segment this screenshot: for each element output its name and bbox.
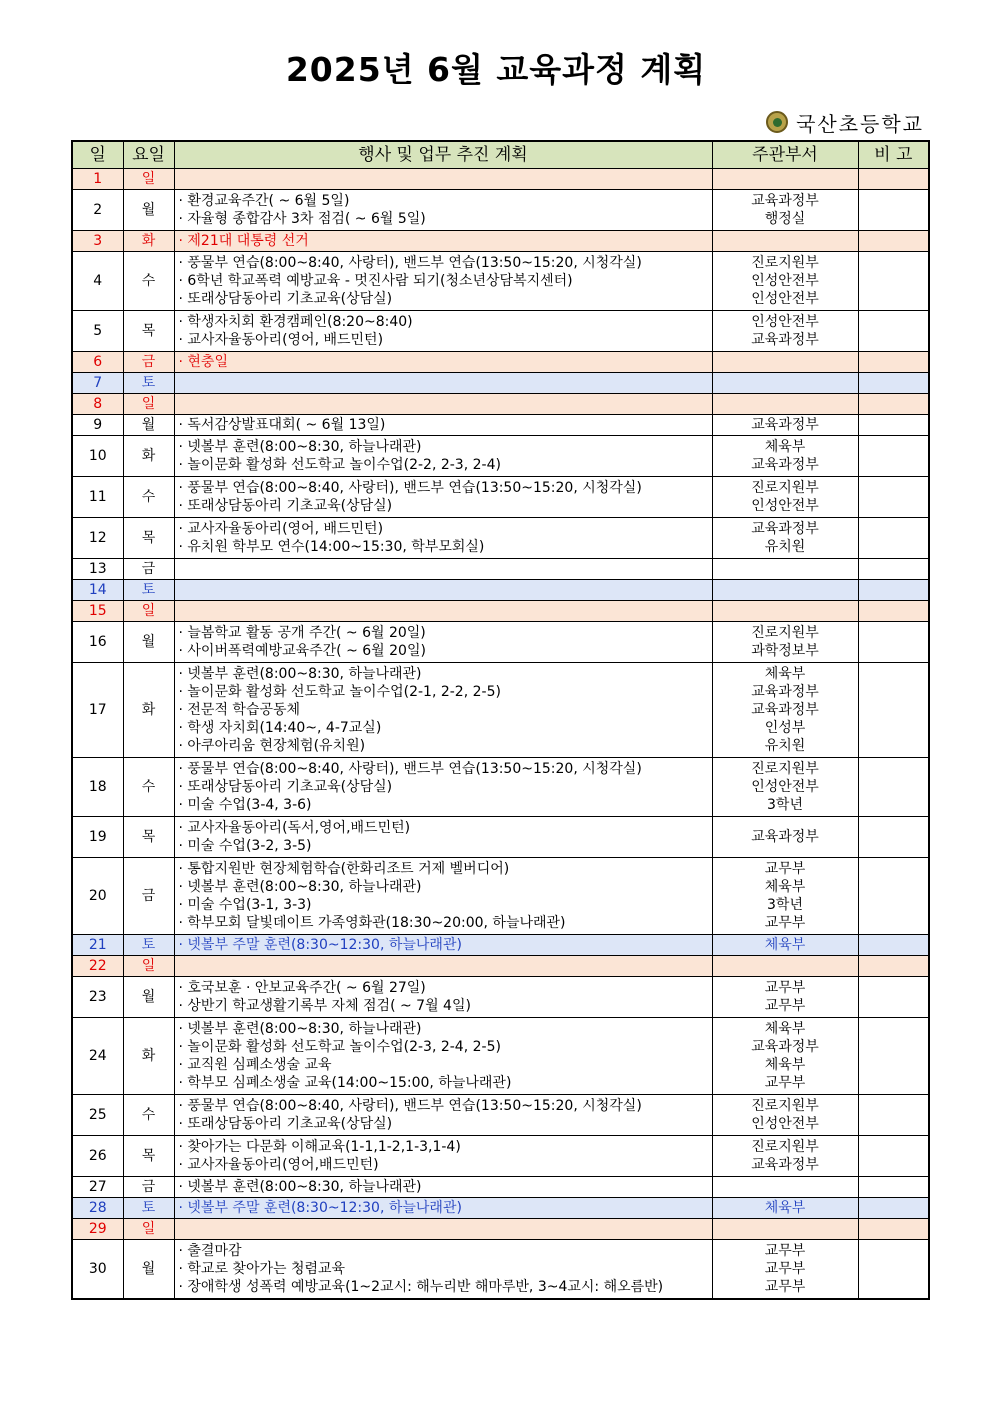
header-note: 비 고 [858,141,929,169]
events-cell [174,252,712,311]
events-cell [174,1240,712,1300]
event-line: · 넷볼부 훈련(8:00~8:30, 하늘나래관) [178,1179,422,1195]
dept-line: 진로지원부 [751,480,819,496]
note-cell [858,415,929,436]
note-cell [858,1219,929,1240]
day-cell: 16 [72,622,123,663]
events-cell [174,1219,712,1240]
event-line: · 넷볼부 훈련(8:00~8:30, 하늘나래관) [178,879,422,895]
weekday-cell: 화 [123,1018,174,1095]
weekday-cell: 금 [123,1177,174,1198]
page-title: 2025년 6월 교육과정 계획 [285,50,707,89]
dept-line: 진로지원부 [751,761,819,777]
dept-line: 체육부 [764,1200,806,1216]
dept-line: 교무부 [764,861,806,877]
event-line: · 제21대 대통령 선거 [178,233,309,249]
weekday-cell: 화 [123,231,174,252]
weekday-cell: 일 [123,956,174,977]
table-row [72,169,929,190]
event-line: · 아쿠아리움 현장체험(유치원) [178,738,366,754]
table-row [72,1219,929,1240]
event-line: · 전문적 학습공동체 [178,702,301,718]
note-cell [858,1136,929,1177]
day-cell: 19 [72,817,123,858]
table-row [72,231,929,252]
event-line: · 또래상담동아리 기초교육(상담실) [178,1116,393,1132]
event-line: · 학교로 찾아가는 청렴교육 [178,1261,346,1277]
weekday-cell: 월 [123,622,174,663]
dept-line: 인성안전부 [751,291,819,307]
event-line: · 풍물부 연습(8:00~8:40, 사랑터), 밴드부 연습(13:50~15:20, 시청각실) [178,1098,642,1114]
note-cell [858,1095,929,1136]
weekday-cell: 일 [123,601,174,622]
dept-cell [712,601,858,622]
weekday-cell: 목 [123,817,174,858]
note-cell [858,601,929,622]
schedule-table [71,140,930,1300]
header-row [72,141,929,169]
table-row [72,190,929,231]
table-row [72,601,929,622]
day-cell: 28 [72,1198,123,1219]
dept-cell [712,1198,858,1219]
day-cell: 6 [72,352,123,373]
event-line: · 환경교육주간( ~ 6월 5일) [178,193,350,209]
dept-cell [712,1240,858,1300]
dept-cell [712,817,858,858]
day-cell: 3 [72,231,123,252]
event-line: · 미술 수업(3-2, 3-5) [178,838,312,854]
weekday-cell: 금 [123,352,174,373]
events-cell [174,373,712,394]
events-cell [174,1198,712,1219]
note-cell [858,1018,929,1095]
weekday-cell: 수 [123,758,174,817]
table-row [72,252,929,311]
events-cell [174,518,712,559]
event-line: · 유치원 학부모 연수(14:00~15:30, 학부모회실) [178,539,485,555]
table-row [72,935,929,956]
day-cell: 1 [72,169,123,190]
events-cell [174,477,712,518]
dept-line: 교무부 [764,1075,806,1091]
note-cell [858,352,929,373]
day-cell: 15 [72,601,123,622]
note-cell [858,663,929,758]
note-cell [858,956,929,977]
event-line: · 호국보훈 · 안보교육주간( ~ 6월 27일) [178,980,426,996]
dept-line: 인성안전부 [751,273,819,289]
event-line: · 또래상담동아리 기초교육(상담실) [178,498,393,514]
event-line: · 넷볼부 훈련(8:00~8:30, 하늘나래관) [178,1021,422,1037]
dept-cell [712,858,858,935]
day-cell: 18 [72,758,123,817]
dept-cell [712,663,858,758]
event-line: · 넷볼부 훈련(8:00~8:30, 하늘나래관) [178,666,422,682]
events-cell [174,1177,712,1198]
table-row [72,518,929,559]
note-cell [858,1177,929,1198]
note-cell [858,169,929,190]
event-line: · 학생자치회 환경캠페인(8:20~8:40) [178,314,413,330]
dept-line: 인성안전부 [751,498,819,514]
events-cell [174,817,712,858]
day-cell: 2 [72,190,123,231]
events-cell [174,580,712,601]
events-cell [174,231,712,252]
dept-cell [712,956,858,977]
dept-line: 교무부 [764,1279,806,1295]
event-line: · 넷볼부 주말 훈련(8:30~12:30, 하늘나래관) [178,937,462,953]
dept-line: 교무부 [764,998,806,1014]
dept-line: 과학정보부 [751,643,819,659]
dept-line: 유치원 [764,539,806,555]
dept-cell [712,190,858,231]
weekday-cell: 수 [123,1095,174,1136]
event-line: · 넷볼부 훈련(8:00~8:30, 하늘나래관) [178,439,422,455]
day-cell: 9 [72,415,123,436]
weekday-cell: 목 [123,311,174,352]
dept-line: 교무부 [764,915,806,931]
dept-line: 교육과정부 [751,332,819,348]
dept-line: 체육부 [764,1057,806,1073]
note-cell [858,190,929,231]
dept-cell [712,1136,858,1177]
events-cell [174,977,712,1018]
weekday-cell: 일 [123,394,174,415]
events-cell [174,394,712,415]
event-line: · 사이버폭력예방교육주간( ~ 6월 20일) [178,643,426,659]
day-cell: 27 [72,1177,123,1198]
dept-line: 진로지원부 [751,625,819,641]
day-cell: 29 [72,1219,123,1240]
dept-cell [712,1177,858,1198]
day-cell: 7 [72,373,123,394]
events-cell [174,352,712,373]
events-cell [174,190,712,231]
dept-cell [712,580,858,601]
dept-cell [712,518,858,559]
event-line: · 풍물부 연습(8:00~8:40, 사랑터), 밴드부 연습(13:50~15:20, 시청각실) [178,255,642,271]
dept-line: 교육과정부 [751,193,819,209]
dept-line: 교무부 [764,1243,806,1259]
event-line: · 교사자율동아리(영어, 배드민턴) [178,332,384,348]
event-line: · 학생 자치회(14:40~, 4-7교실) [178,720,382,736]
day-cell: 21 [72,935,123,956]
table-row [72,477,929,518]
table-row [72,977,929,1018]
dept-line: 진로지원부 [751,1139,819,1155]
events-cell [174,1136,712,1177]
event-line: · 현충일 [178,354,228,370]
table-row [72,1018,929,1095]
event-line: · 교사자율동아리(독서,영어,배드민턴) [178,820,411,836]
dept-cell [712,415,858,436]
dept-cell [712,1018,858,1095]
event-line: · 찾아가는 다문화 이해교육(1-1,1-2,1-3,1-4) [178,1139,461,1155]
weekday-cell: 수 [123,477,174,518]
table-row [72,622,929,663]
table-row [72,758,929,817]
table-row [72,1136,929,1177]
note-cell [858,311,929,352]
day-cell: 24 [72,1018,123,1095]
dept-line: 3학년 [767,897,803,913]
dept-line: 진로지원부 [751,1098,819,1114]
dept-cell [712,352,858,373]
dept-line: 교무부 [764,1261,806,1277]
note-cell [858,935,929,956]
note-cell [858,394,929,415]
header-events: 행사 및 업무 추진 계획 [174,141,712,169]
event-line: · 놀이문화 활성화 선도학교 놀이수업(2-2, 2-3, 2-4) [178,457,501,473]
day-cell: 12 [72,518,123,559]
event-line: · 장애학생 성폭력 예방교육(1~2교시: 해누리반 해마루반, 3~4교시: 해오름반) [178,1279,664,1295]
weekday-cell: 토 [123,373,174,394]
day-cell: 23 [72,977,123,1018]
table-row [72,663,929,758]
events-cell [174,758,712,817]
event-line: · 자율형 종합감사 3차 점검( ~ 6월 5일) [178,211,426,227]
note-cell [858,622,929,663]
event-line: · 통합지원반 현장체험학습(한화리조트 거제 벨버디어) [178,861,510,877]
event-line: · 놀이문화 활성화 선도학교 놀이수업(2-3, 2-4, 2-5) [178,1039,501,1055]
event-line: · 학부모회 달빛데이트 가족영화관(18:30~20:00, 하늘나래관) [178,915,566,931]
day-cell: 25 [72,1095,123,1136]
dept-cell [712,1095,858,1136]
weekday-cell: 금 [123,858,174,935]
header-day: 일 [72,141,123,169]
dept-cell [712,977,858,1018]
dept-line: 교육과정부 [751,417,819,433]
event-line: · 또래상담동아리 기초교육(상담실) [178,291,393,307]
table-row [72,394,929,415]
weekday-cell: 목 [123,1136,174,1177]
note-cell [858,559,929,580]
header-weekday: 요일 [123,141,174,169]
events-cell [174,1018,712,1095]
events-cell [174,956,712,977]
event-line: · 교직원 심폐소생술 교육 [178,1057,332,1073]
table-row [72,1095,929,1136]
dept-cell [712,436,858,477]
note-cell [858,817,929,858]
event-line: · 또래상담동아리 기초교육(상담실) [178,779,393,795]
schedule-body [72,169,929,1300]
dept-line: 인성안전부 [751,779,819,795]
event-line: · 미술 수업(3-4, 3-6) [178,797,312,813]
dept-cell [712,252,858,311]
dept-line: 인성부 [764,720,806,736]
dept-line: 교육과정부 [751,684,819,700]
dept-cell [712,622,858,663]
dept-cell [712,559,858,580]
dept-cell [712,477,858,518]
weekday-cell: 토 [123,1198,174,1219]
events-cell [174,311,712,352]
weekday-cell: 금 [123,559,174,580]
event-line: · 놀이문화 활성화 선도학교 놀이수업(2-1, 2-2, 2-5) [178,684,501,700]
table-row [72,580,929,601]
note-cell [858,477,929,518]
note-cell [858,231,929,252]
table-row [72,1198,929,1219]
events-cell [174,935,712,956]
note-cell [858,758,929,817]
table-row [72,817,929,858]
events-cell [174,858,712,935]
dept-line: 유치원 [764,738,806,754]
day-cell: 30 [72,1240,123,1300]
dept-line: 체육부 [764,937,806,953]
table-row [72,373,929,394]
note-cell [858,252,929,311]
events-cell [174,601,712,622]
note-cell [858,977,929,1018]
dept-cell [712,231,858,252]
weekday-cell: 월 [123,977,174,1018]
note-cell [858,858,929,935]
dept-cell [712,758,858,817]
weekday-cell: 토 [123,580,174,601]
day-cell: 20 [72,858,123,935]
dept-cell [712,373,858,394]
dept-line: 교육과정부 [751,829,819,845]
table-row [72,858,929,935]
dept-line: 체육부 [764,666,806,682]
events-cell [174,415,712,436]
school-seal-icon [766,111,788,133]
event-line: · 학부모 심폐소생술 교육(14:00~15:00, 하늘나래관) [178,1075,512,1091]
dept-cell [712,169,858,190]
day-cell: 4 [72,252,123,311]
event-line: · 상반기 학교생활기록부 자체 점검( ~ 7월 4일) [178,998,471,1014]
school-name [766,108,924,136]
table-row [72,415,929,436]
note-cell [858,1240,929,1300]
dept-line: 교육과정부 [751,1039,819,1055]
weekday-cell: 월 [123,190,174,231]
event-line: · 6학년 학교폭력 예방교육 - 멋진사람 되기(청소년상담복지센터) [178,273,573,289]
note-cell [858,436,929,477]
event-line: · 늘봄학교 활동 공개 주간( ~ 6월 20일) [178,625,426,641]
weekday-cell: 일 [123,169,174,190]
weekday-cell: 화 [123,663,174,758]
header-dept: 주관부서 [712,141,858,169]
dept-line: 교육과정부 [751,702,819,718]
weekday-cell: 목 [123,518,174,559]
event-line: · 풍물부 연습(8:00~8:40, 사랑터), 밴드부 연습(13:50~15:20, 시청각실) [178,761,642,777]
event-line: · 넷볼부 주말 훈련(8:30~12:30, 하늘나래관) [178,1200,462,1216]
dept-line: 체육부 [764,879,806,895]
dept-line: 교육과정부 [751,521,819,537]
day-cell: 10 [72,436,123,477]
note-cell [858,373,929,394]
events-cell [174,169,712,190]
events-cell [174,622,712,663]
weekday-cell: 수 [123,252,174,311]
event-line: · 교사자율동아리(영어,배드민턴) [178,1157,379,1173]
dept-cell [712,311,858,352]
day-cell: 22 [72,956,123,977]
events-cell [174,1095,712,1136]
dept-line: 인성안전부 [751,1116,819,1132]
day-cell: 8 [72,394,123,415]
event-line: · 교사자율동아리(영어, 배드민턴) [178,521,384,537]
dept-line: 교육과정부 [751,457,819,473]
table-row [72,352,929,373]
events-cell [174,436,712,477]
note-cell [858,580,929,601]
day-cell: 11 [72,477,123,518]
weekday-cell: 일 [123,1219,174,1240]
table-row [72,311,929,352]
table-row [72,1240,929,1300]
weekday-cell: 월 [123,1240,174,1300]
dept-cell [712,935,858,956]
dept-line: 체육부 [764,1021,806,1037]
weekday-cell: 월 [123,415,174,436]
events-cell [174,663,712,758]
table-row [72,956,929,977]
dept-line: 인성안전부 [751,314,819,330]
dept-line: 진로지원부 [751,255,819,271]
event-line: · 출결마감 [178,1243,242,1259]
dept-line: 교육과정부 [751,1157,819,1173]
table-row [72,1177,929,1198]
day-cell: 26 [72,1136,123,1177]
day-cell: 17 [72,663,123,758]
dept-cell [712,1219,858,1240]
events-cell [174,559,712,580]
dept-line: 체육부 [764,439,806,455]
school-name-text: 국산초등학교 [796,111,924,136]
dept-line: 교무부 [764,980,806,996]
day-cell: 5 [72,311,123,352]
dept-cell [712,394,858,415]
event-line: · 독서감상발표대회( ~ 6월 13일) [178,417,386,433]
dept-line: 행정실 [764,211,806,227]
event-line: · 미술 수업(3-1, 3-3) [178,897,312,913]
note-cell [858,518,929,559]
weekday-cell: 화 [123,436,174,477]
table-row [72,559,929,580]
table-row [72,436,929,477]
weekday-cell: 토 [123,935,174,956]
day-cell: 14 [72,580,123,601]
event-line: · 풍물부 연습(8:00~8:40, 사랑터), 밴드부 연습(13:50~15:20, 시청각실) [178,480,642,496]
dept-line: 3학년 [767,797,803,813]
note-cell [858,1198,929,1219]
day-cell: 13 [72,559,123,580]
